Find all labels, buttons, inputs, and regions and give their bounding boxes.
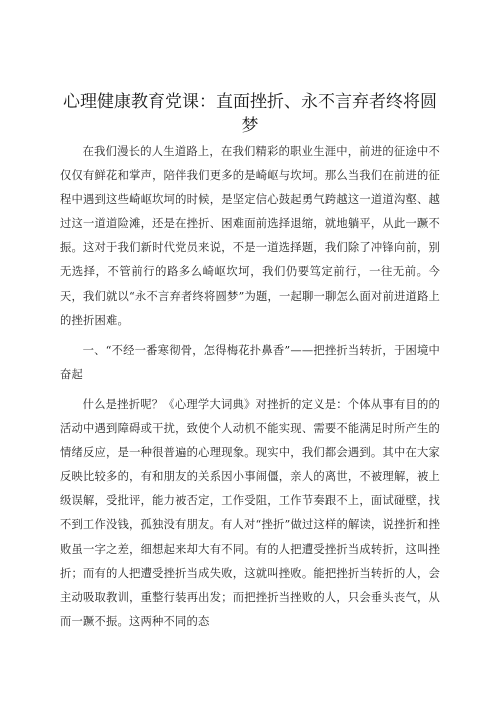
document-title: 心理健康教育党课：直面挫折、永不言弃者终将圆梦 bbox=[63, 92, 437, 136]
document-body bbox=[60, 140, 440, 634]
section-1-paragraph: 什么是挫折呢？《心理学大词典》对挫折的定义是：个体从事有目的的活动中遇到障碍或干扰，致使个人动机不能实现、需要不能满足时所产生的情绪反应，是一种很普遍的心理现象。现实中，我们都会遇到。其中在大家反映比较多的，有和朋友的关系因小事闹僵，亲人的离世，不被理解，被上级误解，受批评，能力被否定，工作受阻，工作节奏跟不上，面试碰壁，找不到工作没钱，孤独没有朋友。有人对“挫折”做过这样的解读，说挫折和挫败虽一字之差，细想起来却大有不同。有的人把遭受挫折当成转折，这叫挫折；而有的人把遭受挫折当成失败，这就叫挫败。能把挫折当转折的人，会主动吸取教训，重整行装再出发；而把挫折当挫败的人，只会垂头丧气，从而一蹶不振。这两种不同的态 bbox=[60, 397, 440, 628]
section-heading-1: 一、“不经一番寒彻骨，怎得梅花扑鼻香”——把挫折当转折，于困境中奋起 bbox=[60, 343, 440, 381]
intro-paragraph: 在我们漫长的人生道路上，在我们精彩的职业生涯中，前进的征途中不仅仅有鲜花和掌声，陪伴我们更多的是崎岖与坎坷。那么当我们在前进的征程中遇到这些崎岖坎坷的时候，是坚定信心鼓起勇气跨越这一道道沟壑、越过这一道道险滩，还是在挫折、困难面前选择退缩，就地躺平，从此一蹶不振。这对于我们新时代党员来说，不是一道选择题，我们除了冲锋向前，别无选择，不管前行的路多么崎岖坎坷，我们仍要笃定前行，一往无前。今天，我们就以“永不言弃者终将圆梦”为题，一起聊一聊怎么面对前进道路上的挫折困难。 bbox=[60, 145, 440, 327]
